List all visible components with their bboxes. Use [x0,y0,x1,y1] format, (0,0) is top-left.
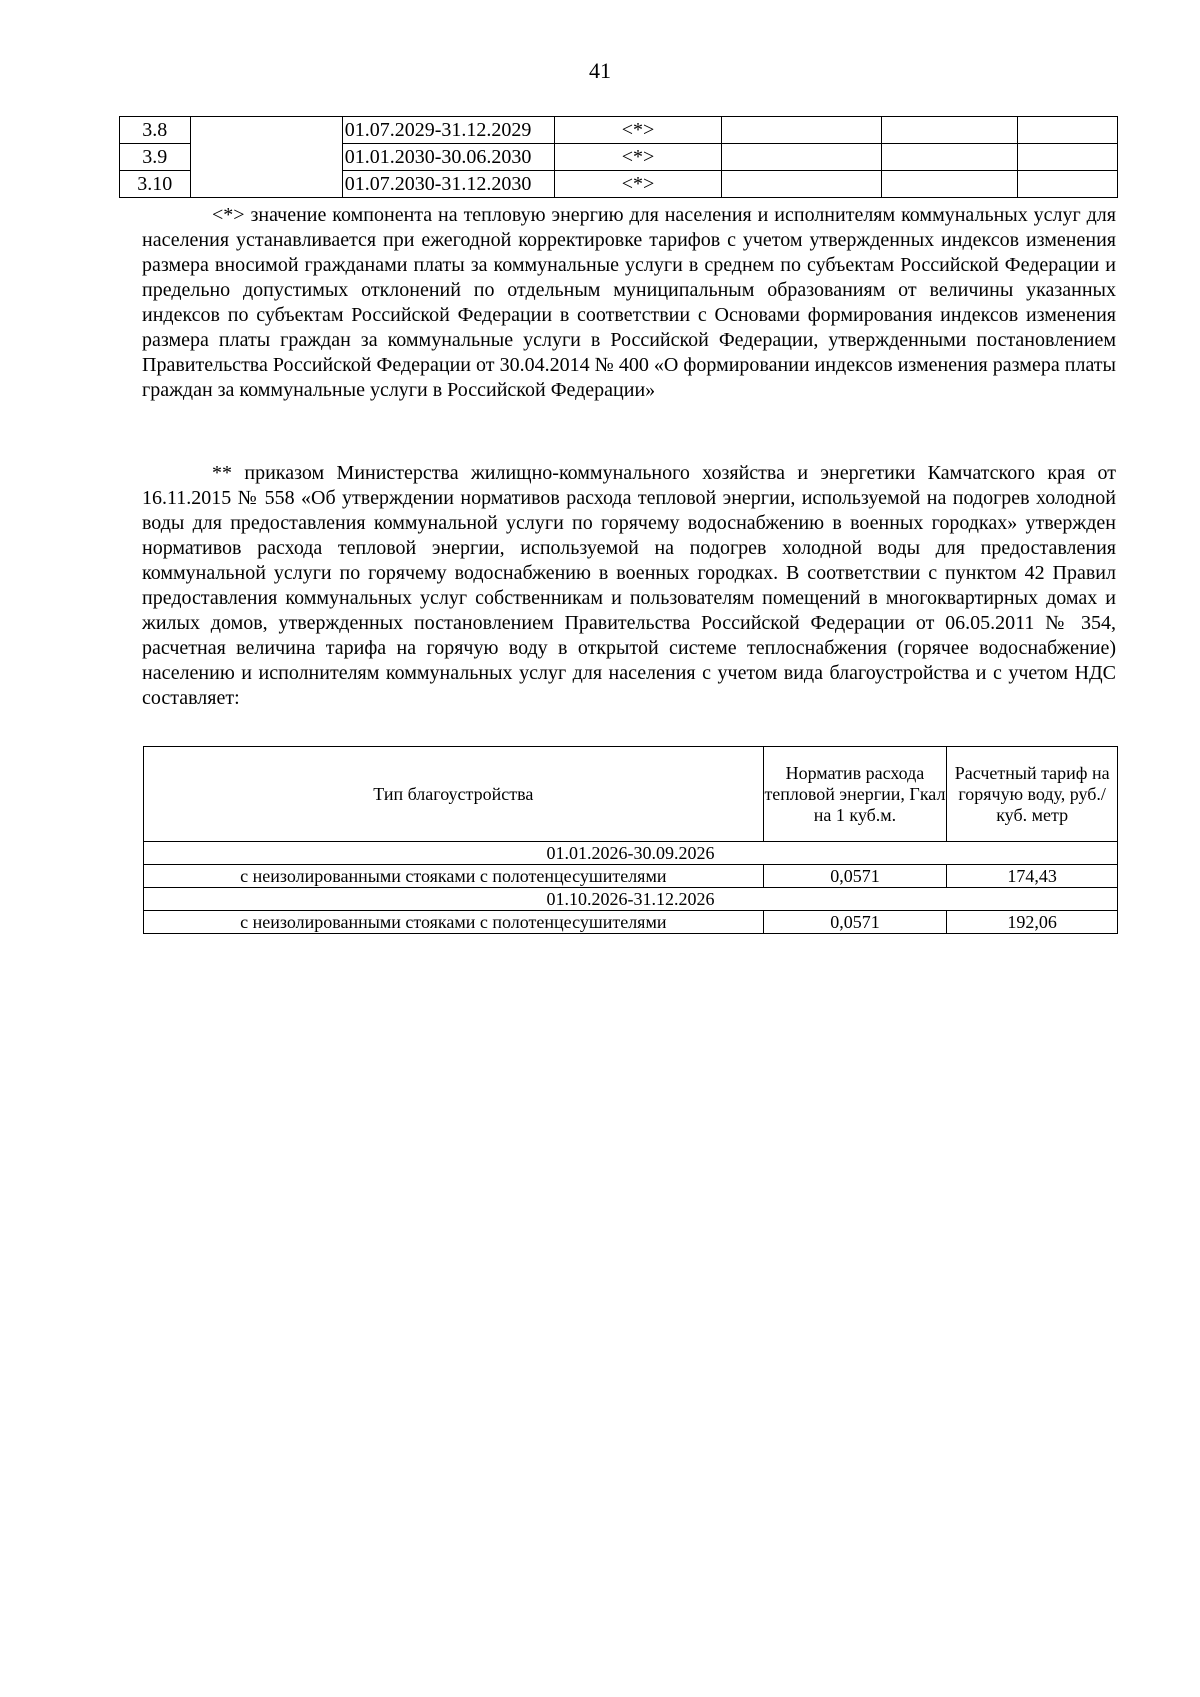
empty-cell [881,171,1017,198]
norm-cell: 0,0571 [763,865,947,888]
footnote-2-text: ** приказом Министерства жилищно-коммунального хозяйства и энергетики Камчатского края от 16.11.2015 № 558 «Об утверждении нормативов расхода тепловой энергии, используемой на подогрев холодной воды для предоставления коммунальной услуги по горячему водоснабжению в военных городках» утвержден нормативов расхода тепловой энергии, используемой на подогрев холодной воды для предоставления коммунальной услуги по горячему водоснабжению в военных городках. В соответствии с пунктом 42 Правил предоставления коммунальных услуг собственникам и пользователям помещений в многоквартирных домах и жилых домов, утвержденных постановлением Правительства Российской Федерации от 06.05.2011 № 354, расчетная величина тарифа на горячую воду в открытой системе теплоснабжения (горячее водоснабжение) населению и исполнителям коммунальных услуг для населения с учетом вида благоустройства и с учетом НДС составляет: [142,462,1116,709]
empty-cell [1018,144,1118,171]
empty-cell [1018,117,1118,144]
period-label: 01.10.2026-31.12.2026 [144,888,1118,911]
value-cell: <*> [555,171,721,198]
rate-cell: 192,06 [947,911,1118,934]
rate-cell: 174,43 [947,865,1118,888]
empty-cell [721,171,881,198]
empty-cell [721,144,881,171]
header-norm: Норматив расхода тепловой энергии, Гкал на 1 куб.м. [763,747,947,842]
table-row [144,865,1118,888]
hot-water-tariff-table [143,746,1118,934]
header-type: Тип благоустройства [144,747,764,842]
type-cell: с неизолированными стояками с полотенцесушителями [144,911,764,934]
merged-empty-cell [190,117,342,198]
norm-cell: 0,0571 [763,911,947,934]
period-cell: 01.07.2029-31.12.2029 [342,117,555,144]
empty-cell [721,117,881,144]
footnote-asterisk [142,203,1116,403]
row-number: 3.10 [120,171,191,198]
period-label: 01.01.2026-30.09.2026 [144,842,1118,865]
row-number: 3.9 [120,144,191,171]
period-row [144,888,1118,911]
period-cell: 01.01.2030-30.06.2030 [342,144,555,171]
empty-cell [881,144,1017,171]
period-cell: 01.07.2030-31.12.2030 [342,171,555,198]
table-row [120,117,1118,144]
header-rate: Расчетный тариф на горячую воду, руб./куб. метр [947,747,1118,842]
header-row [144,747,1118,842]
page-number: 41 [589,58,611,83]
value-cell: <*> [555,117,721,144]
footnote-1-text: <*> значение компонента на тепловую энергию для населения и исполнителям коммунальных услуг для населения устанавливается при ежегодной корректировке тарифов с учетом утвержденных индексов изменения размера вносимой гражданами платы за коммунальные услуги в среднем по субъектам Российской Федерации и предельно допустимых отклонений по отдельным муниципальным образованиям от величины указанных индексов по субъектам Российской Федерации в соответствии с Основами формирования индексов изменения размера платы граждан за коммунальные услуги в Российской Федерации, утвержденными постановлением Правительства Российской Федерации от 30.04.2014 № 400 «О формировании индексов изменения размера платы граждан за коммунальные услуги в Российской Федерации» [142,204,1116,401]
period-row [144,842,1118,865]
table-row [144,911,1118,934]
empty-cell [881,117,1017,144]
value-cell: <*> [555,144,721,171]
top-tariff-table [119,116,1118,198]
row-number: 3.8 [120,117,191,144]
empty-cell [1018,171,1118,198]
footnote-double-asterisk [142,461,1116,711]
type-cell: с неизолированными стояками с полотенцесушителями [144,865,764,888]
